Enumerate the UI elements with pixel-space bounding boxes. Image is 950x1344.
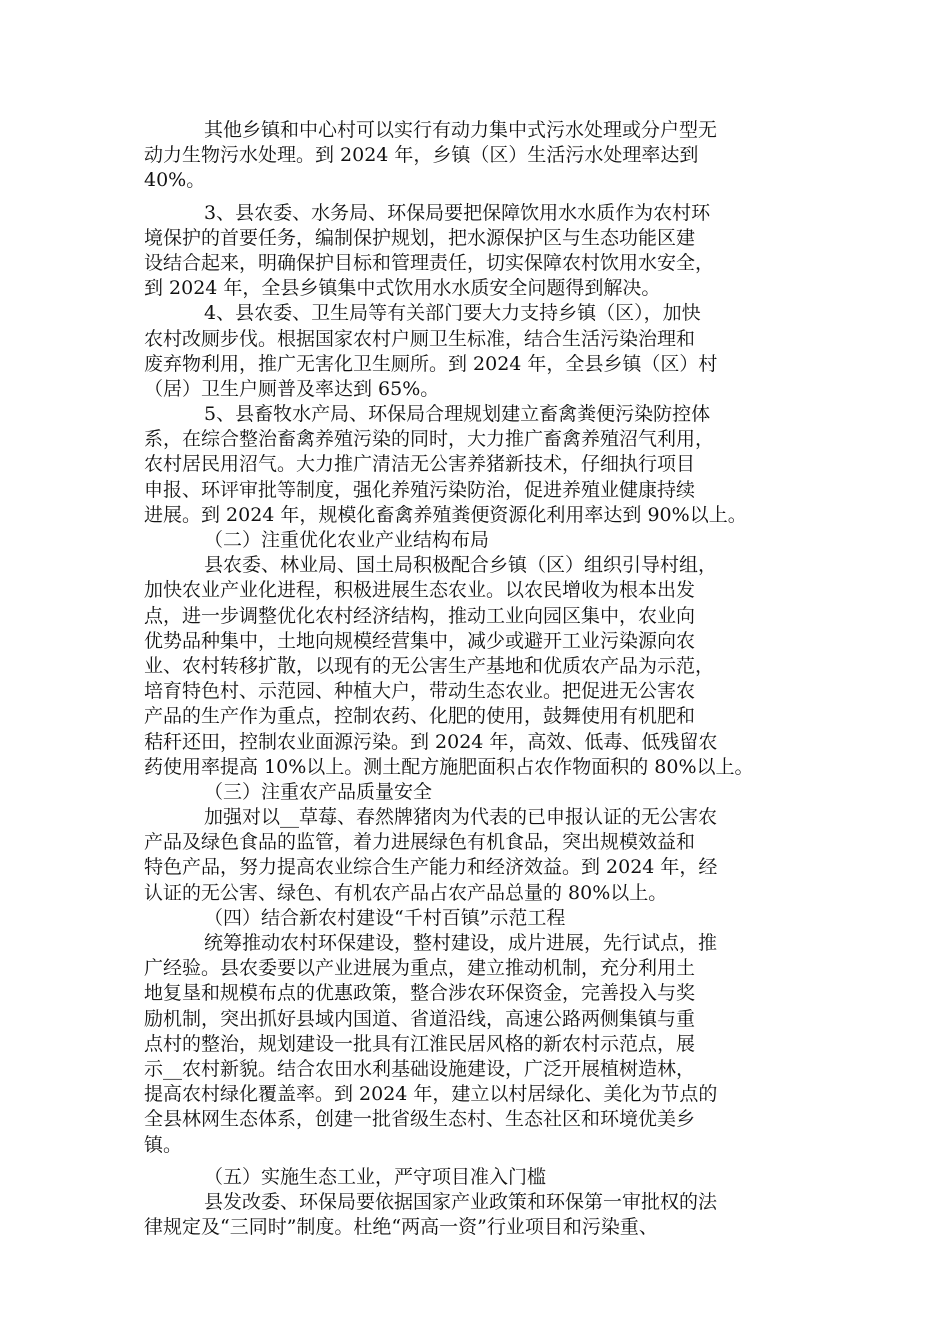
document-line: 优势品种集中，土地向规模经营集中，减少或避开工业污染源向农	[144, 629, 696, 652]
document-line: 其他乡镇和中心村可以实行有动力集中式污水处理或分户型无	[204, 119, 718, 141]
document-line: （居）卫生户厕普及率达到 65%。	[144, 377, 440, 400]
document-line: 点村的整治，规划建设一批具有江淮民居风格的新农村示范点，展	[144, 1032, 696, 1055]
document-line: 律规定及“三同时”制度。杜绝“两高一资”行业项目和污染重、	[144, 1216, 658, 1239]
document-line: 4、县农委、卫生局等有关部门要大力支持乡镇（区），加快	[204, 302, 701, 325]
document-line: 认证的无公害、绿色、有机农产品占农产品总量的 80%以上。	[144, 881, 668, 904]
document-line: 农村居民用沼气。大力推广清洁无公害养猪新技术，仔细执行项目	[144, 453, 696, 476]
document-line: 提高农村绿化覆盖率。到 2024 年，建立以村居绿化、美化为节点的	[144, 1083, 718, 1106]
document-line: 秸秆还田，控制农业面源污染。到 2024 年，高效、低毒、低残留农	[144, 730, 718, 753]
document-line: 到 2024 年，全县乡镇集中式饮用水水质安全问题得到解决。	[144, 277, 661, 300]
document-line: 全县林网生态体系，创建一批省级生态村、生态社区和环境优美乡	[144, 1108, 696, 1131]
document-line: 3、县农委、水务局、环保局要把保障饮用水水质作为农村环	[204, 201, 711, 224]
document-line: （五）实施生态工业，严守项目准入门槛	[204, 1165, 547, 1188]
document-line: 地复垦和规模布点的优惠政策，整合涉农环保资金，完善投入与奖	[144, 982, 696, 1005]
document-line: 进展。到 2024 年，规模化畜禽养殖粪便资源化利用率达到 90%以上。	[144, 503, 747, 526]
document-line: 动力生物污水处理。到 2024 年，乡镇（区）生活污水处理率达到	[144, 144, 699, 167]
document-line: 加强对以__草莓、春然牌猪肉为代表的已申报认证的无公害农	[204, 806, 718, 829]
document-line: 5、县畜牧水产局、环保局合理规划建立畜禽粪便污染防控体	[204, 403, 711, 426]
document-line: 镇。	[144, 1133, 183, 1156]
document-line: 境保护的首要任务，编制保护规划，把水源保护区与生态功能区建	[144, 226, 696, 249]
document-line: 产品的生产作为重点，控制农药、化肥的使用，鼓舞使用有机肥和	[144, 705, 696, 728]
document-line: 产品及绿色食品的监管，着力进展绿色有机食品，突出规模效益和	[144, 831, 696, 854]
document-line: （三）注重农产品质量安全	[204, 780, 433, 803]
document-line: 点，进一步调整优化农村经济结构，推动工业向园区集中，农业向	[144, 604, 696, 627]
document-line: 加快农业产业化进程，积极进展生态农业。以农民增收为根本出发	[144, 579, 696, 602]
document-line: 废弃物利用，推广无害化卫生厕所。到 2024 年，全县乡镇（区）村	[144, 352, 718, 375]
document-line: 设结合起来，明确保护目标和管理责任，切实保障农村饮用水安全，	[144, 251, 715, 274]
document-line: 励机制，突出抓好县域内国道、省道沿线，高速公路两侧集镇与重	[144, 1007, 696, 1030]
document-line: 农村改厕步伐。根据国家农村户厕卫生标准，结合生活污染治理和	[144, 327, 696, 350]
document-line: 系，在综合整治畜禽养殖污染的同时，大力推广畜禽养殖沼气利用，	[144, 428, 715, 451]
document-line: 广经验。县农委要以产业进展为重点，建立推动机制，充分利用土	[144, 957, 696, 980]
document-line: 申报、环评审批等制度，强化养殖污染防治，促进养殖业健康持续	[144, 478, 696, 501]
document-line: （四）结合新农村建设“千村百镇”示范工程	[204, 906, 566, 929]
document-line: 统筹推动农村环保建设，整村建设，成片进展，先行试点，推	[204, 932, 718, 954]
document-line: 药使用率提高 10%以上。测土配方施肥面积占农作物面积的 80%以上。	[144, 755, 754, 778]
document-line: 40%。	[144, 169, 206, 192]
document-line: 县发改委、环保局要依据国家产业政策和环保第一审批权的法	[204, 1190, 718, 1213]
document-line: 特色产品，努力提高农业综合生产能力和经济效益。到 2024 年，经	[144, 856, 718, 879]
document-line: 示__农村新貌。结合农田水利基础设施建设，广泛开展植树造林，	[144, 1057, 696, 1080]
document-line: 业、农村转移扩散，以现有的无公害生产基地和优质农产品为示范，	[144, 654, 715, 677]
document-line: 县农委、林业局、国土局积极配合乡镇（区）组织引导村组，	[204, 554, 718, 577]
document-line: 培育特色村、示范园、种植大户，带动生态农业。把促进无公害农	[144, 680, 696, 703]
document-line: （二）注重优化农业产业结构布局	[204, 529, 490, 551]
document-page	[144, 118, 810, 1240]
